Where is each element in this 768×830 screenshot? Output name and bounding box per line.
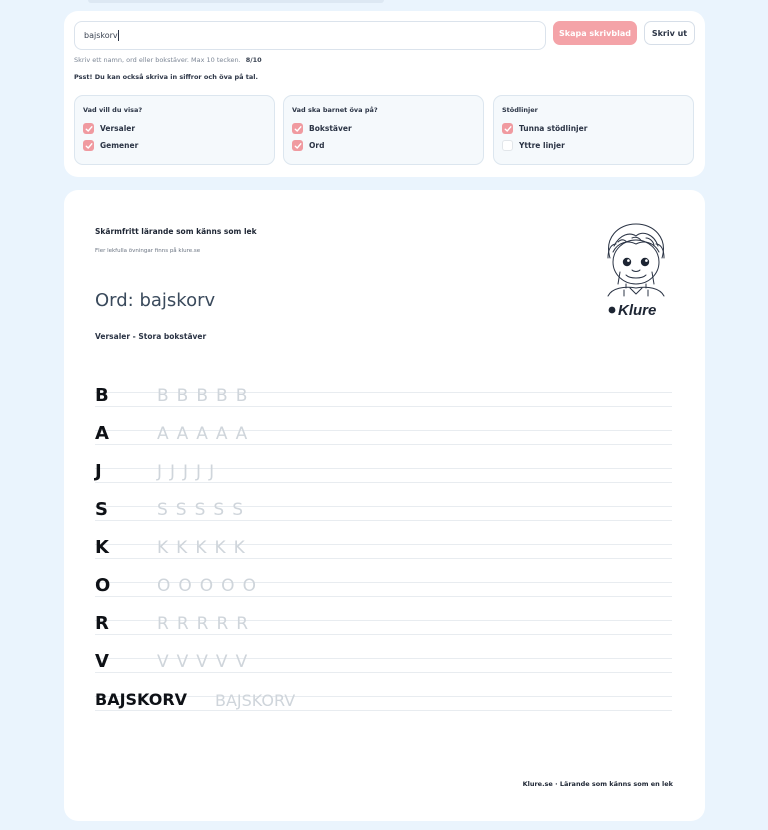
trace-letter: S	[194, 500, 206, 520]
trace-letter: A	[157, 424, 169, 444]
option-label: Tunna stödlinjer	[519, 124, 588, 133]
trace-letter: R	[216, 614, 229, 634]
trace-letter: K	[233, 538, 245, 558]
top-strip	[88, 0, 384, 3]
print-button[interactable]: Skriv ut	[644, 21, 695, 45]
guide-line	[95, 596, 672, 597]
letter-row	[95, 458, 672, 488]
group-practice	[283, 95, 484, 165]
option-label: Ord	[309, 141, 325, 150]
trace-letter: O	[242, 576, 256, 596]
checkbox-checked-icon[interactable]	[292, 123, 303, 134]
model-letter: V	[95, 651, 109, 672]
group-title: Stödlinjer	[502, 106, 538, 114]
trace-letter: J	[196, 462, 202, 482]
option-ord[interactable]	[292, 140, 324, 151]
checkbox-unchecked-icon[interactable]	[502, 140, 513, 151]
guide-line	[95, 520, 672, 521]
trace-letter: S	[157, 500, 168, 520]
model-word: BAJSKORV	[95, 690, 188, 709]
controls-panel	[64, 11, 705, 177]
trace-letters	[157, 578, 256, 595]
group-title: Vad vill du visa?	[83, 106, 143, 114]
letter-row	[95, 534, 672, 564]
guide-line	[95, 672, 672, 673]
input-row	[74, 21, 695, 50]
trace-letter: O	[221, 576, 235, 596]
option-label: Gemener	[100, 141, 139, 150]
trace-letters	[157, 388, 247, 405]
letter-row	[95, 610, 672, 640]
checkbox-checked-icon[interactable]	[83, 123, 94, 134]
option-versaler[interactable]	[83, 123, 135, 134]
sheet-tagline: Skärmfritt lärande som känns som lek	[95, 227, 257, 236]
model-letter: R	[95, 613, 109, 634]
klure-wordmark: Klure	[618, 302, 657, 319]
guide-line	[95, 558, 672, 559]
trace-letter: S	[213, 500, 225, 520]
trace-letter: O	[178, 576, 192, 596]
trace-letter: K	[214, 538, 226, 558]
trace-letter: J	[170, 462, 176, 482]
trace-letters	[157, 654, 247, 671]
option-label: Bokstäver	[309, 124, 352, 133]
trace-letter: V	[176, 652, 189, 672]
option-label: Yttre linjer	[519, 141, 565, 150]
klure-mascot-logo	[596, 218, 676, 320]
guide-line	[95, 482, 672, 483]
letter-row	[95, 648, 672, 678]
group-title: Vad ska barnet öva på?	[292, 106, 378, 114]
checkbox-checked-icon[interactable]	[83, 140, 94, 151]
trace-letter: B	[235, 386, 248, 406]
word-row	[95, 686, 672, 716]
trace-letter: B	[157, 386, 169, 406]
trace-letter: O	[157, 576, 171, 596]
letter-row	[95, 420, 672, 450]
hint-text: Skriv ett namn, ord eller bokstäver. Max 10 tecken.	[74, 56, 241, 64]
option-outer-lines[interactable]	[502, 140, 565, 151]
trace-letter: A	[196, 424, 208, 444]
trace-letter: R	[236, 614, 249, 634]
create-worksheet-button[interactable]: Skapa skrivblad	[553, 21, 637, 45]
guide-line	[95, 634, 672, 635]
trace-letter: V	[196, 652, 208, 672]
trace-letter: V	[215, 652, 228, 672]
letter-row	[95, 572, 672, 602]
group-show	[74, 95, 275, 165]
trace-letter: V	[157, 652, 169, 672]
trace-letter: O	[199, 576, 214, 596]
char-count: 8/10	[245, 56, 262, 64]
trace-letter: J	[157, 462, 163, 482]
trace-word-text: BAJSKORV	[215, 691, 296, 710]
trace-letter: K	[157, 538, 169, 558]
model-letter: B	[95, 385, 109, 406]
text-caret	[118, 30, 119, 41]
trace-letters	[157, 426, 247, 443]
trace-letter: B	[196, 386, 209, 406]
option-bokstaver[interactable]	[292, 123, 352, 134]
sheet-footer: Klure.se · Lärande som känns som en lek	[522, 780, 673, 788]
sheet-title: Ord: bajskorv	[95, 290, 216, 311]
trace-letter: R	[157, 614, 169, 634]
option-gemener[interactable]	[83, 140, 138, 151]
guide-line	[95, 444, 672, 445]
sheet-more-link: Fler lekfulla övningar finns på klure.se	[95, 248, 201, 254]
sheet-subtitle: Versaler - Stora bokstäver	[95, 332, 207, 341]
psst-note: Psst! Du kan också skriva in siffror och öva på tal.	[74, 73, 258, 81]
model-letter: A	[95, 423, 109, 444]
option-label: Versaler	[100, 124, 136, 133]
trace-letter: A	[235, 424, 248, 444]
letter-row	[95, 496, 672, 526]
trace-letter: R	[196, 614, 209, 634]
trace-letter: J	[209, 462, 215, 482]
trace-letter: A	[176, 424, 189, 444]
trace-letters	[157, 502, 243, 519]
guide-line	[95, 710, 672, 711]
model-letter: S	[95, 499, 108, 520]
guide-line	[95, 406, 672, 407]
trace-word	[215, 693, 295, 709]
input-hint	[74, 56, 262, 64]
group-guidelines	[493, 95, 694, 165]
model-letter: K	[95, 537, 109, 558]
trace-letter: J	[183, 462, 189, 482]
trace-letters	[157, 464, 214, 481]
word-input[interactable]	[74, 21, 546, 50]
model-letter: O	[95, 575, 111, 596]
checkbox-checked-icon[interactable]	[292, 140, 303, 151]
trace-letter: R	[176, 614, 189, 634]
trace-letters	[157, 616, 248, 633]
trace-letter: V	[235, 652, 248, 672]
option-thin-guides[interactable]	[502, 123, 587, 134]
model-letter: J	[95, 461, 102, 482]
trace-letter: K	[195, 538, 207, 558]
trace-letter: S	[175, 500, 187, 520]
trace-letter: B	[216, 386, 228, 406]
letter-row	[95, 382, 672, 412]
trace-letter: A	[215, 424, 228, 444]
trace-letters	[157, 540, 245, 557]
worksheet	[64, 190, 705, 821]
trace-letter: B	[176, 386, 189, 406]
trace-letter: K	[176, 538, 188, 558]
checkbox-checked-icon[interactable]	[502, 123, 513, 134]
trace-letter: S	[232, 500, 243, 520]
